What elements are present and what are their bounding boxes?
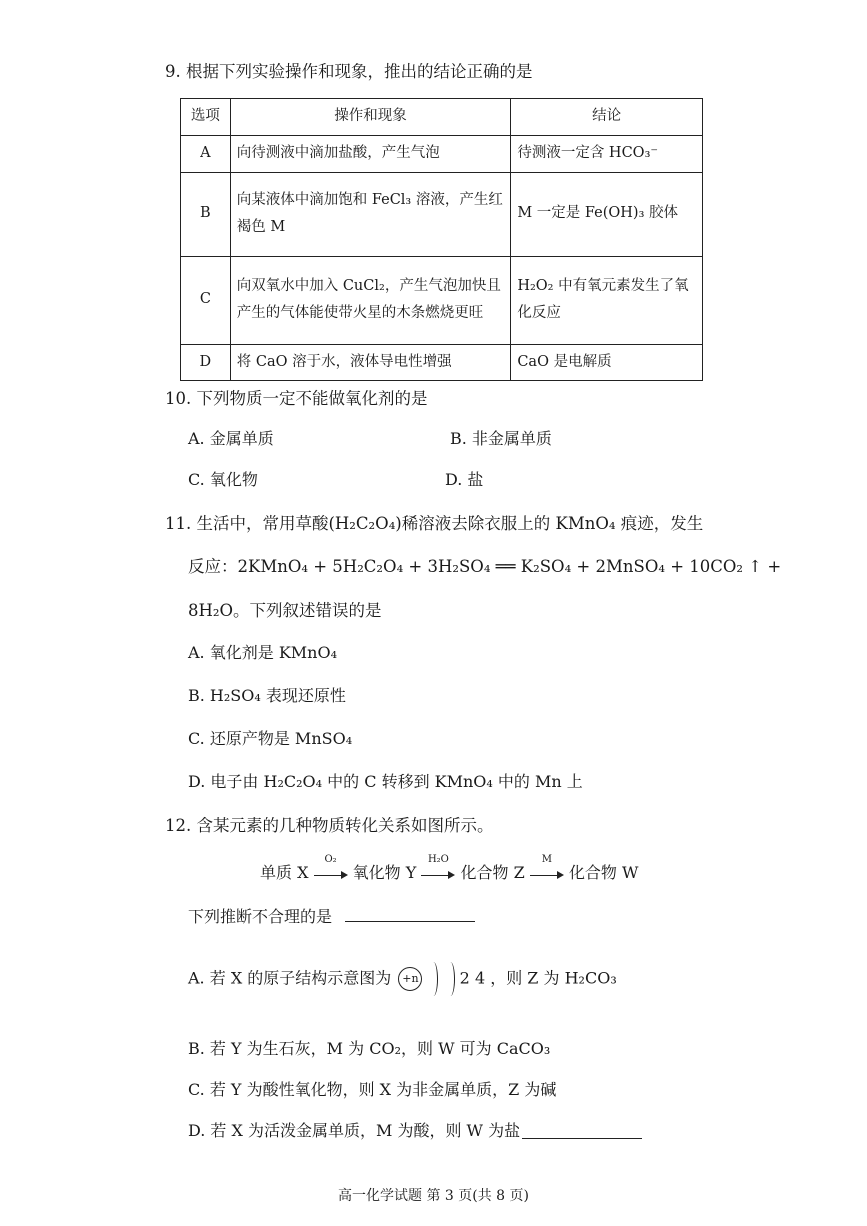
q12-option-a	[188, 962, 617, 996]
question-12-stem: 12. 含某元素的几种物质转化关系如图所示。	[165, 816, 494, 835]
row-operation: 向某液体中滴加饱和 FeCl₃ 溶液，产生红褐色 M	[230, 172, 511, 256]
question-9-stem: 9. 根据下列实验操作和现象，推出的结论正确的是	[165, 62, 533, 81]
question-11-stem-line1: 11. 生活中，常用草酸(H₂C₂O₄)稀溶液去除衣服上的 KMnO₄ 痕迹，发生	[165, 514, 704, 533]
table-row	[181, 172, 703, 256]
q12-prompt: 下列推断不合理的是	[188, 907, 333, 926]
q11-option-c: C. 还原产物是 MnSO₄	[188, 729, 353, 748]
table-row	[181, 344, 703, 381]
row-option: D	[181, 344, 231, 381]
row-option: C	[181, 256, 231, 344]
row-conclusion: H₂O₂ 中有氧元素发生了氧化反应	[511, 256, 703, 344]
table-row	[181, 136, 703, 173]
scheme-arrow-2	[421, 853, 455, 882]
option-a-tail: ，则 Z 为 H₂CO₃	[490, 968, 617, 988]
header-operation: 操作和现象	[230, 99, 511, 136]
option-a-shells: 2 4	[459, 968, 486, 988]
q12-option-b: B. 若 Y 为生石灰，M 为 CO₂，则 W 可为 CaCO₃	[188, 1039, 551, 1058]
q12-option-c: C. 若 Y 为酸性氧化物，则 X 为非金属单质，Z 为碱	[188, 1080, 557, 1099]
row-operation: 将 CaO 溶于水，液体导电性增强	[230, 344, 511, 381]
scheme-x: 单质 X	[260, 863, 309, 882]
header-option: 选项	[181, 99, 231, 136]
row-conclusion: M 一定是 Fe(OH)₃ 胶体	[511, 172, 703, 256]
header-conclusion: 结论	[511, 99, 703, 136]
scheme-w: 化合物 W	[568, 863, 639, 882]
question-10-stem: 10. 下列物质一定不能做氧化剂的是	[165, 389, 428, 408]
q10-option-b: B. 非金属单质	[450, 429, 552, 448]
row-conclusion: 待测液一定含 HCO₃⁻	[511, 136, 703, 173]
q11-option-a: A. 氧化剂是 KMnO₄	[188, 643, 337, 662]
table-row	[181, 256, 703, 344]
row-operation: 向双氧水中加入 CuCl₂，产生气泡加快且产生的气体能使带火星的木条燃烧更旺	[230, 256, 511, 344]
scheme-y: 氧化物 Y	[352, 863, 417, 882]
atom-nucleus-icon: +n	[398, 967, 422, 991]
arrow-label: O₂	[324, 853, 337, 865]
scheme-z: 化合物 Z	[460, 863, 525, 882]
q10-option-d: D. 盐	[445, 470, 484, 489]
q12-option-d: D. 若 X 为活泼金属单质，M 为酸，则 W 为盐	[188, 1121, 521, 1140]
q10-option-a: A. 金属单质	[188, 429, 274, 448]
answer-blank-line	[522, 1137, 642, 1139]
answer-blank-line	[345, 920, 475, 922]
arrow-label: M	[541, 853, 552, 865]
row-conclusion: CaO 是电解质	[511, 344, 703, 381]
question-11-stem-line2: 反应：2KMnO₄ + 5H₂C₂O₄ + 3H₂SO₄ ══ K₂SO₄ + 2MnSO₄ + 10CO₂ ↑ +	[188, 557, 782, 576]
scheme-arrow-3	[530, 853, 564, 882]
table-header-row	[181, 99, 703, 136]
question-11-stem-line3: 8H₂O。下列叙述错误的是	[188, 601, 382, 620]
electron-shell-icon	[429, 962, 438, 996]
row-operation: 向待测液中滴加盐酸，产生气泡	[230, 136, 511, 173]
q10-option-c: C. 氧化物	[188, 470, 258, 489]
arrow-label: H₂O	[427, 853, 449, 865]
option-a-text: A. 若 X 的原子结构示意图为	[188, 968, 392, 988]
row-option: B	[181, 172, 231, 256]
row-option: A	[181, 136, 231, 173]
page-footer: 高一化学试题 第 3 页(共 8 页)	[338, 1188, 529, 1204]
q11-option-b: B. H₂SO₄ 表现还原性	[188, 686, 346, 705]
conversion-scheme	[260, 853, 639, 883]
scheme-arrow-1	[314, 853, 348, 882]
q11-option-d: D. 电子由 H₂C₂O₄ 中的 C 转移到 KMnO₄ 中的 Mn 上	[188, 772, 583, 791]
experiment-table	[180, 98, 703, 381]
electron-shell-icon	[446, 962, 455, 996]
